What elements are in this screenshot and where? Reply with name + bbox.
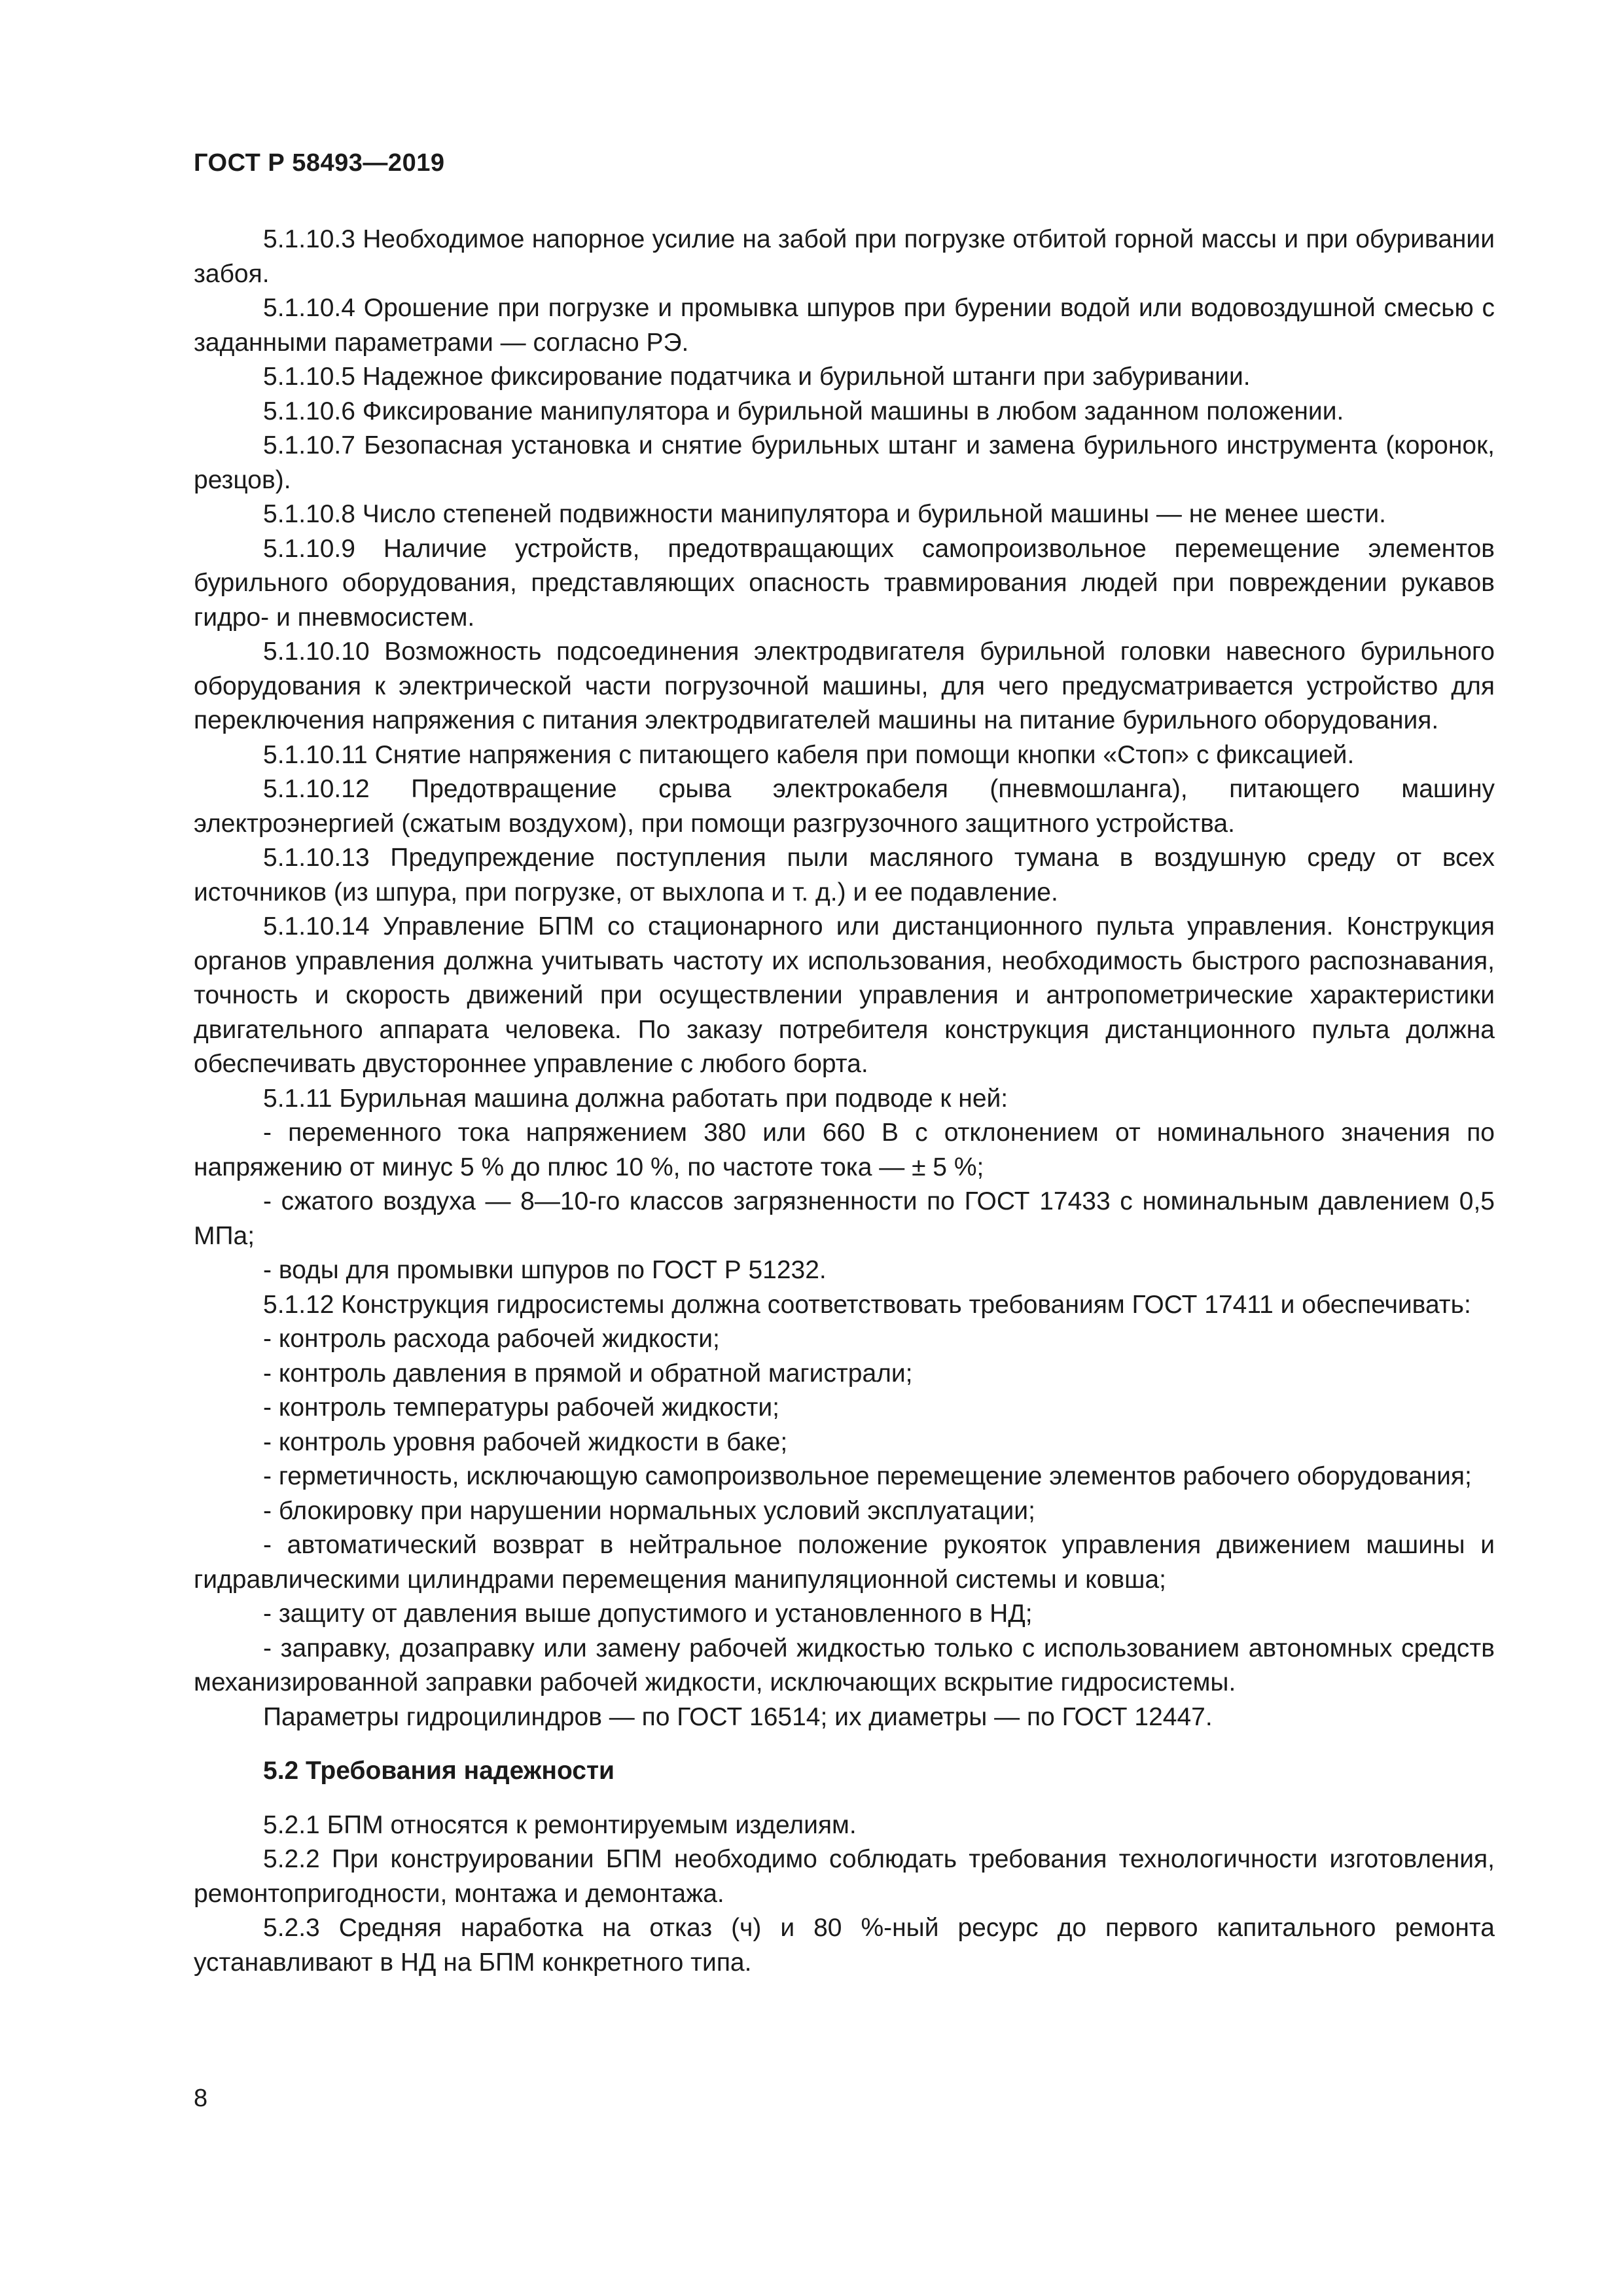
paragraph-5-1-10-8: 5.1.10.8 Число степеней подвижности манипулятора и бурильной машины — не менее шести. <box>263 500 1387 528</box>
paragraph-5-1-11: 5.1.11 Бурильная машина должна работать при подводе к ней: <box>263 1084 1008 1113</box>
paragraph-5-1-10-13: 5.1.10.13 Предупреждение поступления пыли масляного тумана в воздушную среду от всех источников (из шпура, при погрузке, от выхлопа и т. д.) и ее подавление. <box>194 844 1495 906</box>
list-item: - контроль температуры рабочей жидкости; <box>263 1393 780 1422</box>
list-item: - переменного тока напряжением 380 или 660 В с отклонением от номинального значения по напряжению от минус 5 % до плюс 10 %, по частоте тока — ± 5 %; <box>194 1119 1495 1181</box>
paragraph-5-2-3: 5.2.3 Средняя наработка на отказ (ч) и 80 %-ный ресурс до первого капитального ремонта устанавливают в НД на БПМ конкретного типа. <box>194 1914 1495 1977</box>
paragraph-5-1-10-3: 5.1.10.3 Необходимое напорное усилие на забой при погрузке отбитой горной массы и при обуривании забоя. <box>194 225 1495 288</box>
list-item: - контроль расхода рабочей жидкости; <box>263 1325 720 1353</box>
list-item: - сжатого воздуха — 8—10-го классов загрязненности по ГОСТ 17433 с номинальным давлением 0,5 МПа; <box>194 1187 1495 1250</box>
page-number: 8 <box>194 2085 208 2112</box>
list-item: - защиту от давления выше допустимого и установленного в НД; <box>263 1600 1033 1628</box>
list-item: - блокировку при нарушении нормальных условий эксплуатации; <box>263 1496 1035 1525</box>
paragraph-5-1-10-14: 5.1.10.14 Управление БПМ со стационарного или дистанционного пульта управления. Конструкция органов управления должна учитывать частоту их использования, необходимость быстрого распознавания, точность и скорость движений при осуществлении управления и антропометрические характеристики двигательного аппарата человека. По заказу потребителя конструкция дистанционного пульта должна обеспечивать двустороннее управление с любого борта. <box>194 912 1495 1078</box>
document-body <box>194 223 1495 1980</box>
list-item: - контроль уровня рабочей жидкости в баке; <box>263 1427 788 1456</box>
section-heading-5-2: 5.2 Требования надежности <box>263 1757 615 1785</box>
list-item: - заправку, дозаправку или замену рабочей жидкостью только с использованием автономных средств механизированной заправки рабочей жидкости, исключающих вскрытие гидросистемы. <box>194 1634 1495 1696</box>
paragraph-5-2-2: 5.2.2 При конструировании БПМ необходимо соблюдать требования технологичности изготовления, ремонтопригодности, монтажа и демонтажа. <box>194 1845 1495 1908</box>
paragraph-5-1-10-12: 5.1.10.12 Предотвращение срыва электрокабеля (пневмошланга), питающего машину электроэнергией (сжатым воздухом), при помощи разгрузочного защитного устройства. <box>194 775 1495 838</box>
paragraph-5-1-10-7: 5.1.10.7 Безопасная установка и снятие бурильных штанг и замена бурильного инструмента (коронок, резцов). <box>194 431 1495 494</box>
paragraph-5-2-1: 5.2.1 БПМ относятся к ремонтируемым изделиям. <box>263 1810 857 1839</box>
list-item: - герметичность, исключающую самопроизвольное перемещение элементов рабочего оборудования; <box>263 1462 1472 1490</box>
paragraph-5-1-10-6: 5.1.10.6 Фиксирование манипулятора и бурильной машины в любом заданном положении. <box>263 397 1344 425</box>
paragraph-5-1-10-4: 5.1.10.4 Орошение при погрузке и промывка шпуров при бурении водой или водовоздушной смесью с заданными параметрами — согласно РЭ. <box>194 294 1495 357</box>
paragraph-5-1-10-5: 5.1.10.5 Надежное фиксирование податчика и бурильной штанги при забуривании. <box>263 363 1251 391</box>
paragraph-5-1-12: 5.1.12 Конструкция гидросистемы должна соответствовать требованиям ГОСТ 17411 и обеспечивать: <box>263 1290 1471 1319</box>
paragraph-5-1-10-11: 5.1.10.11 Снятие напряжения с питающего кабеля при помощи кнопки «Стоп» с фиксацией. <box>263 740 1355 769</box>
list-item: - воды для промывки шпуров по ГОСТ Р 51232. <box>263 1256 827 1284</box>
paragraph-hydraulic-params: Параметры гидроцилиндров — по ГОСТ 16514; их диаметры — по ГОСТ 12447. <box>263 1702 1213 1731</box>
list-item: - контроль давления в прямой и обратной магистрали; <box>263 1359 913 1388</box>
paragraph-5-1-10-9: 5.1.10.9 Наличие устройств, предотвращающих самопроизвольное перемещение элементов бурильного оборудования, представляющих опасность травмирования людей при повреждении рукавов гидро- и пневмосистем. <box>194 534 1495 632</box>
list-item: - автоматический возврат в нейтральное положение рукояток управления движением машины и гидравлическими цилиндрами перемещения манипуляционной системы и ковша; <box>194 1531 1495 1594</box>
standard-code-header: ГОСТ Р 58493—2019 <box>194 149 445 177</box>
paragraph-5-1-10-10: 5.1.10.10 Возможность подсоединения электродвигателя бурильной головки навесного бурильного оборудования к электрической части погрузочной машины, для чего предусматривается устройство для переключения напряжения с питания электродвигателей машины на питание бурильного оборудования. <box>194 637 1495 734</box>
